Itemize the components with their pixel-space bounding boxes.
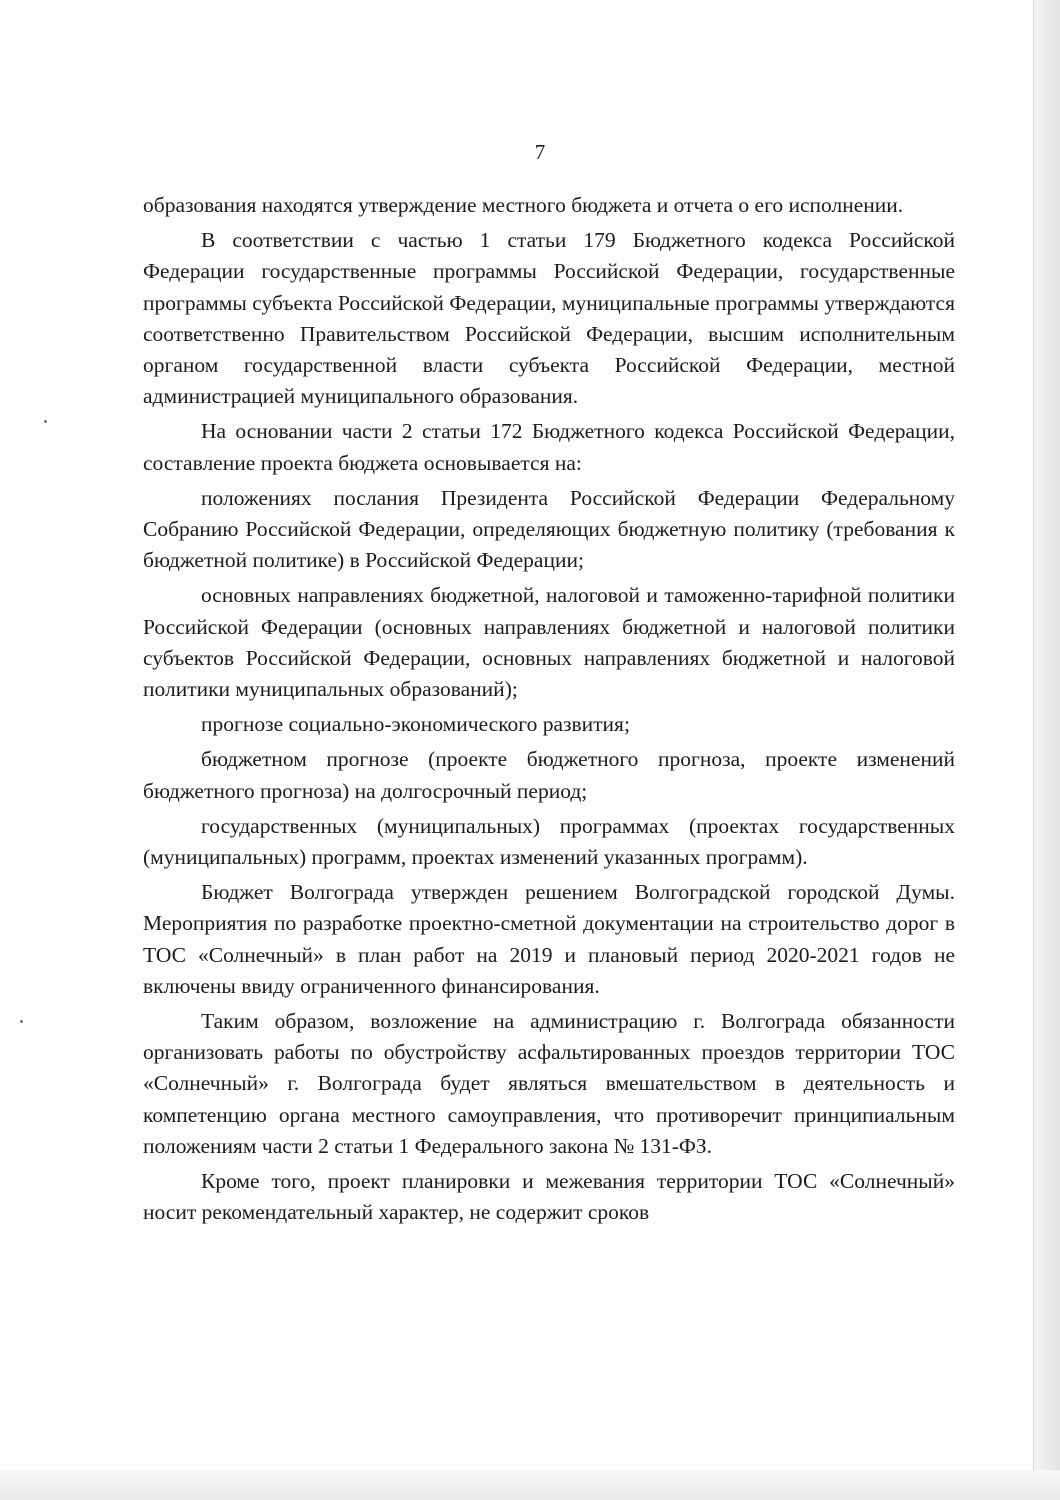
list-item: государственных (муниципальных) программах (проектах государственных (муниципальных) программ, проектах изменений указанных программ). <box>143 813 955 870</box>
page-number: 7 <box>534 140 546 164</box>
paragraph: Таким образом, возложение на администрацию г. Волгограда обязанности организовать работы по обустройству асфальтированных проездов территории ТОС «Солнечный» г. Волгограда будет являться вмешательством в деятельность и компетенцию органа местного самоуправления, что противоречит принципиальным положениям части 2 статьи 1 Федерального закона № 131-ФЗ. <box>143 1009 955 1158</box>
paragraph: На основании части 2 статьи 172 Бюджетного кодекса Российской Федерации, составление проекта бюджета основывается на: <box>143 419 955 475</box>
page-edge-right <box>1033 0 1060 1500</box>
list-item: прогнозе социально-экономического развития; <box>201 712 630 737</box>
page-edge-bottom <box>0 1470 1060 1500</box>
paragraph: Кроме того, проект планировки и межевания территории ТОС «Солнечный» носит рекомендательный характер, не содержит сроков <box>143 1169 955 1225</box>
list-item: положениях послания Президента Российской Федерации Федеральному Собранию Российской Федерации, определяющих бюджетную политику (требования к бюджетной политике) в Российской Федерации; <box>143 485 955 573</box>
scan-speck <box>20 1020 23 1023</box>
document-body <box>143 190 955 1233</box>
list-item: основных направлениях бюджетной, налоговой и таможенно-тарифной политики Российской Федерации (основных направлениях бюджетной и налоговой политики субъектов Российской Федерации, основных направлениях бюджетной и налоговой политики муниципальных образований); <box>143 583 955 702</box>
paragraph: В соответствии с частью 1 статьи 179 Бюджетного кодекса Российской Федерации государственные программы Российской Федерации, государственные программы субъекта Российской Федерации, муниципальные программы утверждаются соответственно Правительством Российской Федерации, высшим исполнительным органом государственной власти субъекта Российской Федерации, местной администрацией муниципального образования. <box>143 228 955 409</box>
paragraph: Бюджет Волгограда утвержден решением Волгоградской городской Думы. Мероприятия по разработке проектно-сметной документации на строительство дорог в ТОС «Солнечный» в план работ на 2019 и плановый период 2020-2021 годов не включены ввиду ограниченного финансирования. <box>143 880 955 998</box>
paragraph: образования находятся утверждение местного бюджета и отчета о его исполнении. <box>143 193 904 217</box>
list-item: бюджетном прогнозе (проекте бюджетного прогноза, проекте изменений бюджетного прогноза) на долгосрочный период; <box>143 747 955 803</box>
scan-speck <box>44 420 47 423</box>
